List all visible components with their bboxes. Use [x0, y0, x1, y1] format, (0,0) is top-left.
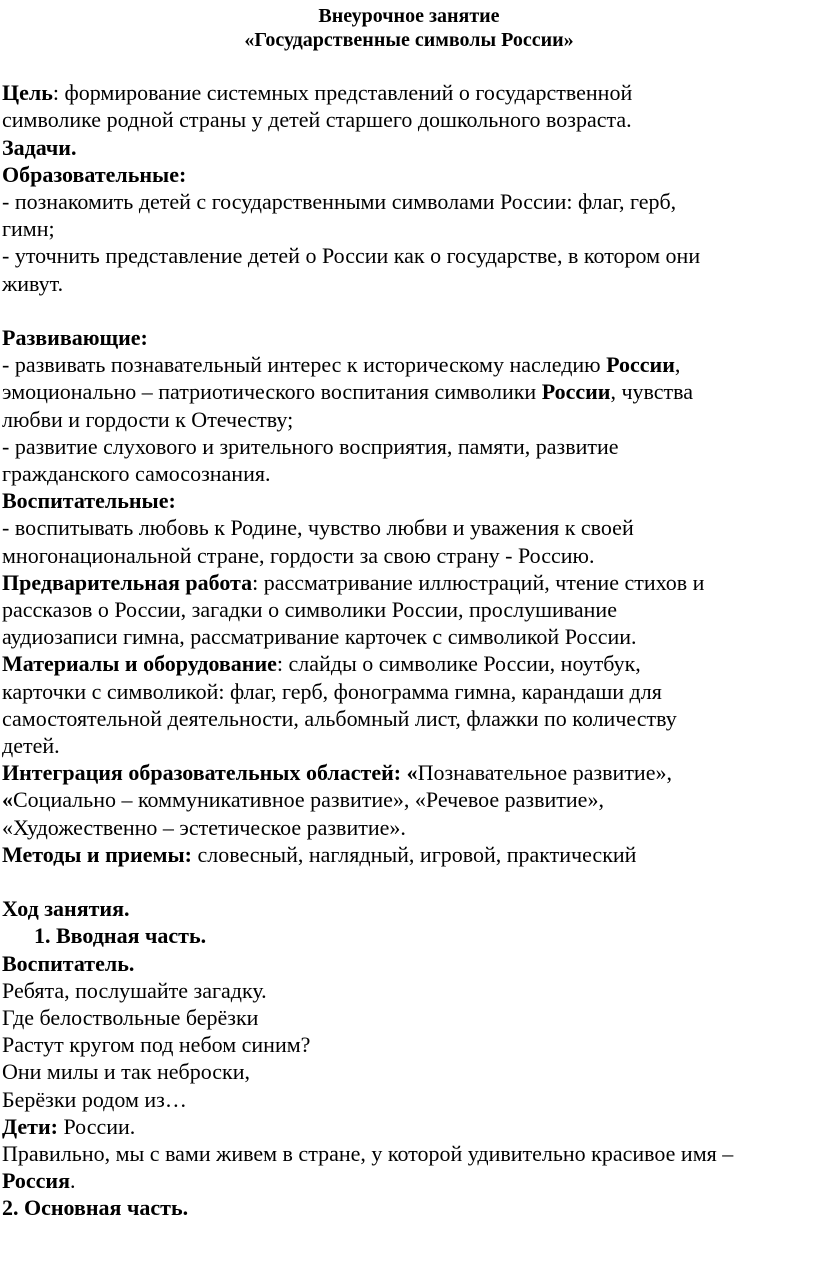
riddle-line: Где белоствольные берёзки [2, 1005, 259, 1031]
preliminary-line1: Предварительная работа: рассматривание иллюстраций, чтение стихов и [2, 569, 705, 595]
developing-line: - развитие слухового и зрительного восприятия, памяти, развитие [2, 433, 619, 459]
developing-line: любви и гордости к Отечеству; [2, 406, 294, 432]
riddle-line: Растут кругом под небом синим? [2, 1032, 311, 1058]
children-answer-line: Дети: России. [2, 1113, 136, 1139]
document-page [0, 4, 816, 1222]
preliminary-line: рассказов о России, загадки о символики России, прослушивание [2, 597, 617, 623]
developing-line: гражданского самосознания. [2, 461, 271, 487]
materials-line: карточки с символикой: флаг, герб, фонограмма гимна, карандаши для [2, 678, 662, 704]
blank-line [2, 52, 816, 79]
goal-text: : формирование системных представлений о государственной [52, 80, 633, 106]
preliminary-label: Предварительная работа [2, 569, 253, 595]
upbringing-heading: Воспитательные: [2, 488, 176, 514]
children-label: Дети: [2, 1113, 58, 1139]
developing-heading: Развивающие: [2, 325, 148, 350]
blank-line [2, 297, 816, 324]
goal-label: Цель [2, 80, 53, 106]
methods-line: Методы и приемы: словесный, наглядный, игровой, практический [2, 841, 637, 867]
integration-line2: «Социально – коммуникативное развитие», «Речевое развитие», [2, 787, 604, 813]
upbringing-line: - воспитывать любовь к Родине, чувство любви и уважения к своей [2, 515, 634, 541]
riddle-line: Ребята, послушайте загадку. [2, 977, 267, 1003]
tasks-heading: Задачи. [2, 134, 77, 160]
educational-line: живут. [2, 270, 64, 296]
main-part-heading: 2. Основная часть. [2, 1195, 189, 1221]
educational-line: - познакомить детей с государственными символами России: флаг, герб, [2, 189, 677, 214]
lesson-heading: Ход занятия. [2, 896, 130, 922]
teacher-label: Воспитатель. [2, 950, 135, 976]
riddle-line: Они милы и так неброски, [2, 1059, 251, 1085]
materials-label: Материалы и оборудование [2, 651, 277, 677]
educational-heading: Образовательные: [2, 161, 187, 187]
educational-line: - уточнить представление детей о России как о государстве, в котором они [2, 243, 701, 269]
teacher-reply-line2: Россия. [2, 1168, 76, 1194]
upbringing-line: многонациональной стране, гордости за свою страну - Россию. [2, 542, 595, 568]
document-title-line2: «Государственные символы России» [244, 29, 574, 51]
teacher-reply-line: Правильно, мы с вами живем в стране, у которой удивительно красивое имя – [2, 1141, 734, 1167]
goal-line2: символике родной страны у детей старшего дошкольного возраста. [2, 107, 632, 133]
methods-label: Методы и приемы: [2, 841, 192, 867]
integration-line3: «Художественно – эстетическое развитие». [2, 814, 406, 840]
educational-line: гимн; [2, 216, 55, 242]
intro-heading: 1. Вводная часть. [34, 923, 207, 949]
integration-line1: Интеграция образовательных областей: «Познавательное развитие», [2, 760, 672, 786]
integration-label: Интеграция образовательных областей: « [2, 760, 418, 786]
materials-line: детей. [2, 733, 60, 759]
goal-line1 [2, 79, 816, 106]
riddle-line: Берёзки родом из… [2, 1086, 187, 1112]
materials-line1: Материалы и оборудование: слайды о символике России, ноутбук, [2, 651, 641, 677]
preliminary-line: аудиозаписи гимна, рассматривание карточек с символикой России. [2, 624, 637, 650]
developing-line: эмоционально – патриотического воспитания символики России, чувства [2, 379, 694, 405]
blank-line [2, 868, 816, 895]
document-title-line1: Внеурочное занятие [318, 5, 500, 27]
developing-line: - развивать познавательный интерес к историческому наследию России, [2, 352, 681, 378]
materials-line: самостоятельной деятельности, альбомный лист, флажки по количеству [2, 705, 677, 731]
